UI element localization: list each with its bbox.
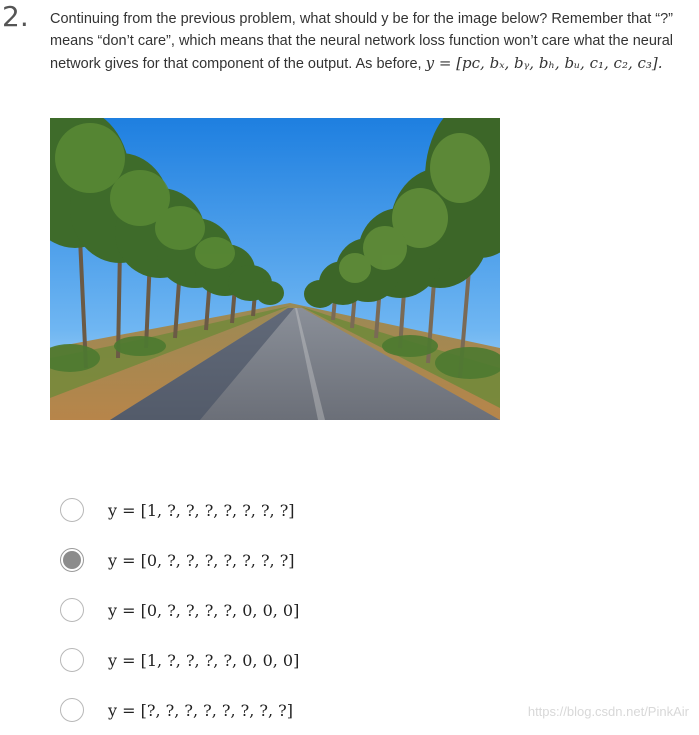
radio-button-4[interactable] — [60, 648, 84, 672]
question-prompt — [50, 8, 696, 75]
answer-option-label: y = [0, ?, ?, ?, ?, 0, 0, 0] — [108, 600, 300, 620]
radio-button-2-selected[interactable] — [60, 548, 84, 572]
answer-option-label: y = [1, ?, ?, ?, ?, 0, 0, 0] — [108, 650, 300, 670]
answer-option-5[interactable] — [60, 685, 480, 735]
output-vector-formula: y = [pᴄ, bₓ, bᵧ, bₕ, bᵤ, c₁, c₂, c₃]. — [425, 54, 663, 72]
answer-option-label: y = [1, ?, ?, ?, ?, ?, ?, ?] — [108, 500, 295, 520]
radio-button-5[interactable] — [60, 698, 84, 722]
question-text: Continuing from the previous problem, what should y be for the image below? Remember that “?” means “don’t care”, which means that the neural network loss function won’t care what the neural network gives for that component of the output. As before, — [50, 11, 674, 72]
radio-button-1[interactable] — [60, 498, 84, 522]
answer-option-1[interactable] — [60, 485, 480, 535]
answer-option-label: y = [?, ?, ?, ?, ?, ?, ?, ?] — [108, 700, 293, 720]
radio-button-3[interactable] — [60, 598, 84, 622]
question-number: 2. — [2, 0, 29, 33]
answer-option-label: y = [0, ?, ?, ?, ?, ?, ?, ?] — [108, 550, 295, 570]
watermark: https://blog.csdn.net/PinkAir — [527, 704, 689, 719]
answer-option-4[interactable] — [60, 635, 480, 685]
question-image — [50, 118, 500, 420]
tree-lined-road-illustration — [50, 118, 500, 420]
answer-options — [60, 485, 480, 735]
answer-option-2[interactable] — [60, 535, 480, 585]
answer-option-3[interactable] — [60, 585, 480, 635]
